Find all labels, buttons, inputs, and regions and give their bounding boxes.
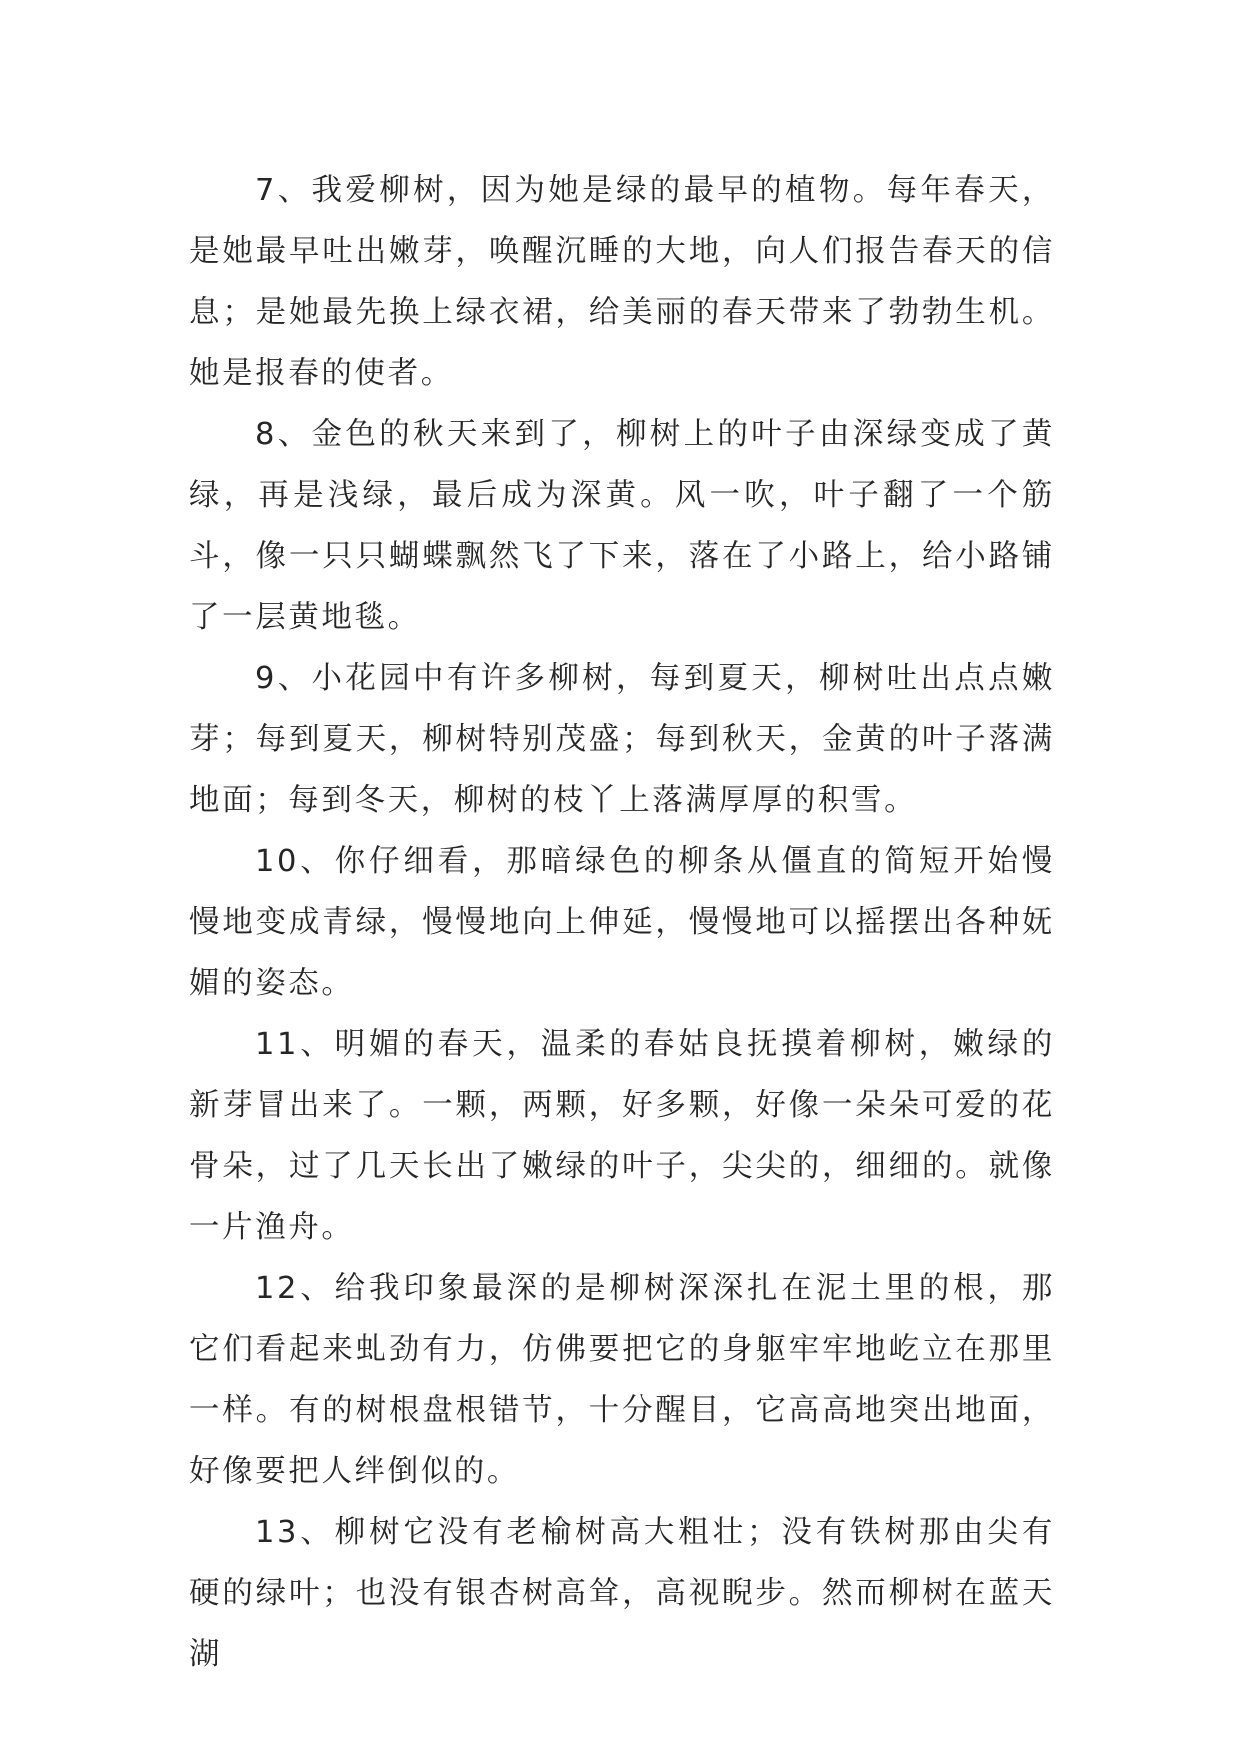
paragraph-12: 12、给我印象最深的是柳树深深扎在泥土里的根，那它们看起来虬劲有力，仿佛要把它的身躯牢牢地屹立在那里一样。有的树根盘根错节，十分醒目，它高高地突出地面，好像要把人绊倒似的。 xyxy=(189,1271,1055,1489)
document-body xyxy=(189,160,1055,1685)
paragraph-11: 11、明媚的春天，温柔的春姑良抚摸着柳树，嫩绿的新芽冒出来了。一颗，两颗，好多颗，好像一朵朵可爱的花骨朵，过了几天长出了嫩绿的叶子，尖尖的，细细的。就像一片渔舟。 xyxy=(189,1027,1055,1245)
paragraph-10: 10、你仔细看，那暗绿色的柳条从僵直的简短开始慢慢地变成青绿，慢慢地向上伸延，慢慢地可以摇摆出各种妩媚的姿态。 xyxy=(189,844,1055,1001)
paragraph-13: 13、柳树它没有老榆树高大粗壮；没有铁树那由尖有硬的绿叶；也没有银杏树高耸，高视睨步。然而柳树在蓝天湖 xyxy=(189,1515,1055,1672)
paragraph-9: 9、小花园中有许多柳树，每到夏天，柳树吐出点点嫩芽；每到夏天，柳树特别茂盛；每到秋天，金黄的叶子落满地面；每到冬天，柳树的枝丫上落满厚厚的积雪。 xyxy=(189,661,1055,818)
paragraph-8: 8、金色的秋天来到了，柳树上的叶子由深绿变成了黄绿，再是浅绿，最后成为深黄。风一吹，叶子翻了一个筋斗，像一只只蝴蝶飘然飞了下来，落在了小路上，给小路铺了一层黄地毯。 xyxy=(189,417,1055,635)
paragraph-7: 7、我爱柳树，因为她是绿的最早的植物。每年春天，是她最早吐出嫩芽，唤醒沉睡的大地，向人们报告春天的信息；是她最先换上绿衣裙，给美丽的春天带来了勃勃生机。她是报春的使者。 xyxy=(189,173,1055,391)
